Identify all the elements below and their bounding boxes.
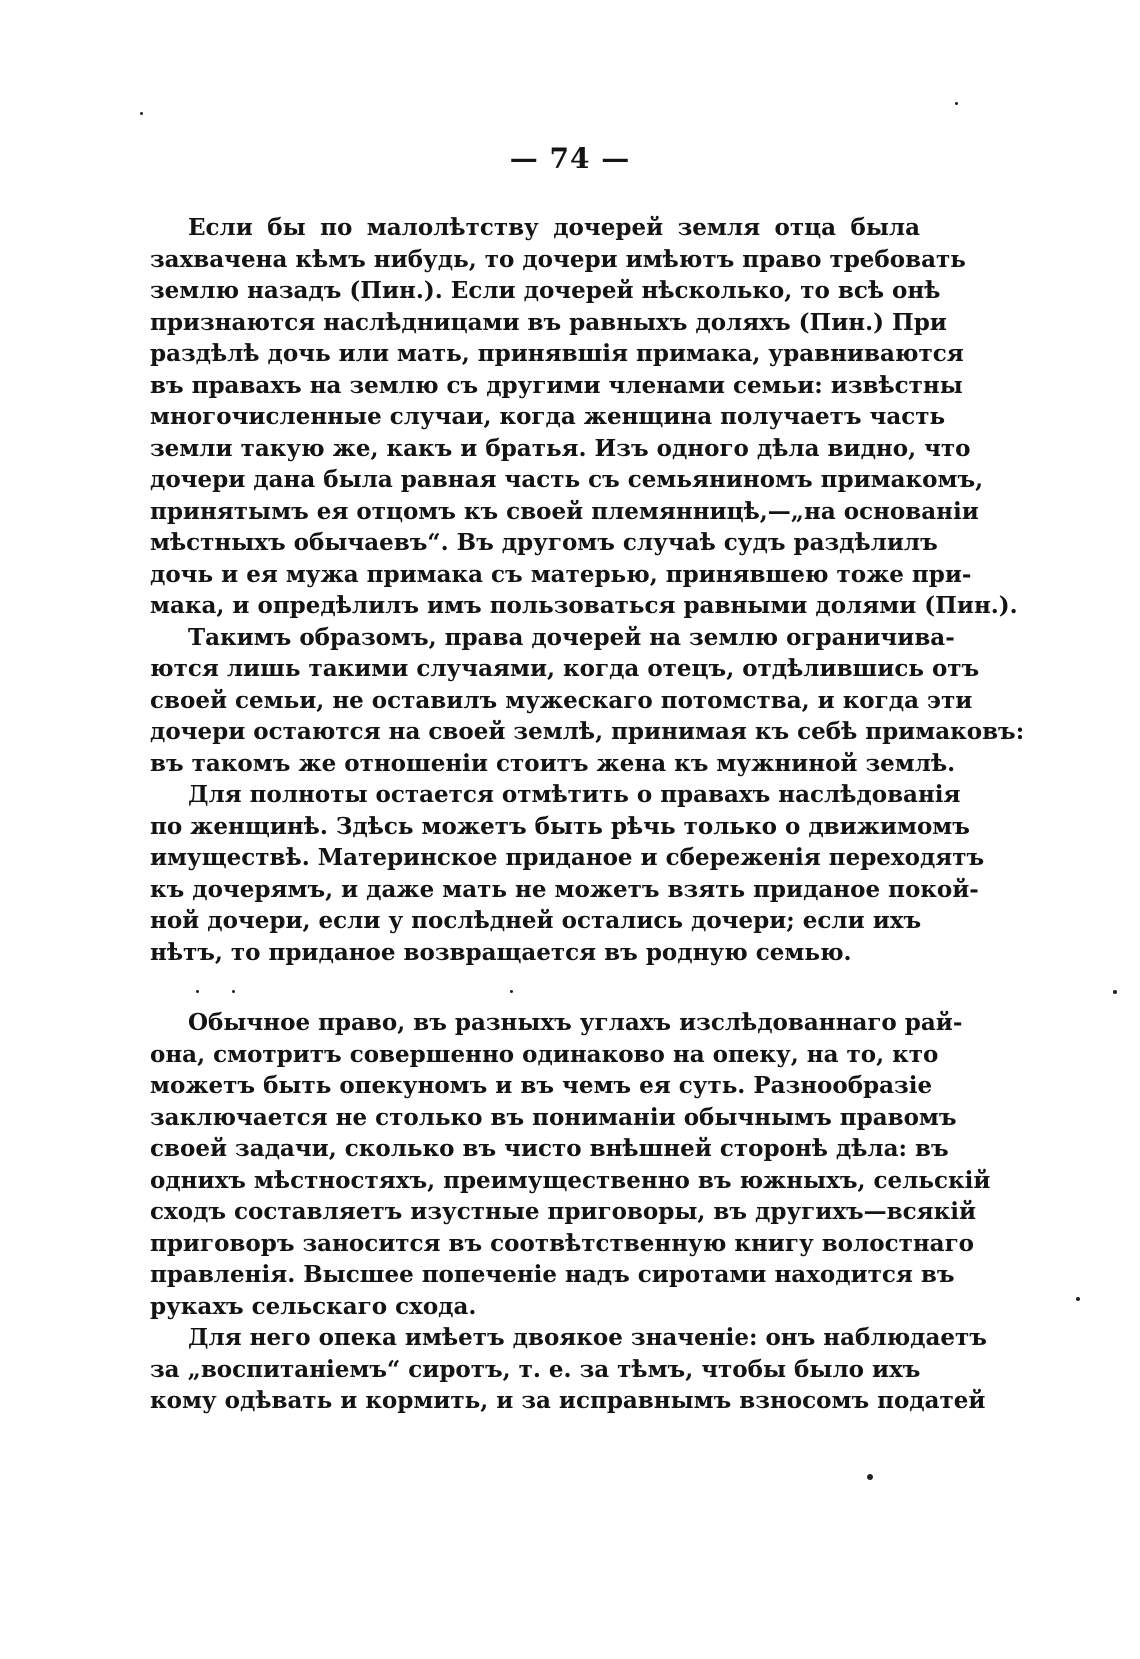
text-line: раздѣлѣ дочь или мать, принявшія примака, уравниваются [150,340,964,367]
text-line: къ дочерямъ, и даже мать не можетъ взять приданое покой- [150,875,979,903]
text-line: кому одѣвать и кормить, и за исправнымъ взносомъ податей [150,1387,986,1414]
text-line: своей задачи, сколько въ чисто внѣшней сторонѣ дѣла: въ [150,1135,949,1162]
text-line: правленія. Высшее попеченіе надъ сиротами находится въ [150,1261,955,1288]
text-line: сходъ составляетъ изустные приговоры, въ другихъ—всякій [150,1198,977,1225]
text-line: многочисленные случаи, когда женщина получаетъ часть [150,403,946,430]
text-block-upper [150,212,1025,968]
text-line: Для него опека имѣетъ двоякое значеніе: онъ наблюдаетъ [188,1324,987,1351]
text-line: въ правахъ на землю съ другими членами семьи: извѣстны [150,371,963,399]
text-line: землю назадъ (Пин.). Если дочерей нѣсколько, то всѣ онѣ [150,277,941,304]
text-line: нѣтъ, то приданое возвращается въ родную семью. [150,938,852,966]
scan-speck [196,990,199,993]
text-line: имуществѣ. Материнское приданое и сбереженія переходятъ [150,844,985,871]
paragraph-2 [150,622,1025,780]
page-number: — 74 — [509,142,631,175]
text-line: Если бы по малолѣтству дочерей земля отца была [188,214,920,241]
scan-speck [1076,1297,1080,1301]
text-line: Такимъ образомъ, права дочерей на землю ограничива- [188,623,955,651]
text-line: мака, и опредѣлилъ имъ пользоваться равными долями (Пин.). [150,592,1018,619]
text-line: Обычное право, въ разныхъ углахъ изслѣдованнаго рай- [188,1009,963,1036]
text-line: она, смотритъ совершенно одинаково на опеку, на то, кто [150,1040,939,1068]
text-line: дочери дана была равная часть съ семьяниномъ примакомъ, [150,466,984,493]
text-line: приговоръ заносится въ соотвѣтственную книгу волостнаго [150,1229,975,1257]
text-line: однихъ мѣстностяхъ, преимущественно въ южныхъ, сельскій [150,1166,991,1194]
text-line: заключается не столько въ пониманіи обычнымъ правомъ [150,1103,957,1131]
paragraph-4 [150,1007,991,1322]
paragraph-1 [150,212,1018,622]
text-line: въ такомъ же отношеніи стоитъ жена къ мужниной землѣ. [150,749,956,777]
text-block-lower [150,1007,991,1417]
text-line: можетъ быть опекуномъ и въ чемъ ея суть. Разнообразіе [150,1072,933,1099]
scan-speck [510,990,513,993]
paragraph-5 [150,1322,987,1417]
scan-speck [955,102,958,105]
text-line: дочери остаются на своей землѣ, принимая къ себѣ примаковъ: [150,718,1025,745]
text-line: ной дочери, если у послѣдней остались дочери; если ихъ [150,907,922,934]
text-line: своей семьи, не оставилъ мужескаго потомства, и когда эти [150,686,973,714]
text-line: по женщинѣ. Здѣсь можетъ быть рѣчь только о движимомъ [150,812,970,840]
text-line: земли такую же, какъ и братья. Изъ одного дѣла видно, что [150,434,971,462]
text-line: захвачена кѣмъ нибудь, то дочери имѣютъ право требовать [150,245,966,273]
text-line: признаются наслѣдницами въ равныхъ доляхъ (Пин.) При [150,308,947,336]
scan-speck [232,990,235,993]
text-line: дочь и ея мужа примака съ матерью, принявшею тоже при- [150,560,972,588]
text-line: рукахъ сельскаго схода. [150,1292,477,1320]
text-line: мѣстныхъ обычаевъ“. Въ другомъ случаѣ судъ раздѣлилъ [150,529,938,556]
scan-speck [867,1474,873,1480]
paragraph-3 [150,779,985,968]
text-line: ются лишь такими случаями, когда отецъ, отдѣлившись отъ [150,655,980,682]
text-line: Для полноты остается отмѣтить о правахъ наслѣдованія [188,781,961,808]
text-line: принятымъ ея отцомъ къ своей племянницѣ,—„на основаніи [150,497,979,525]
scan-speck [1113,990,1117,994]
scan-speck [140,112,143,115]
text-line: за „воспитаніемъ“ сиротъ, т. е. за тѣмъ, чтобы было ихъ [150,1355,921,1383]
